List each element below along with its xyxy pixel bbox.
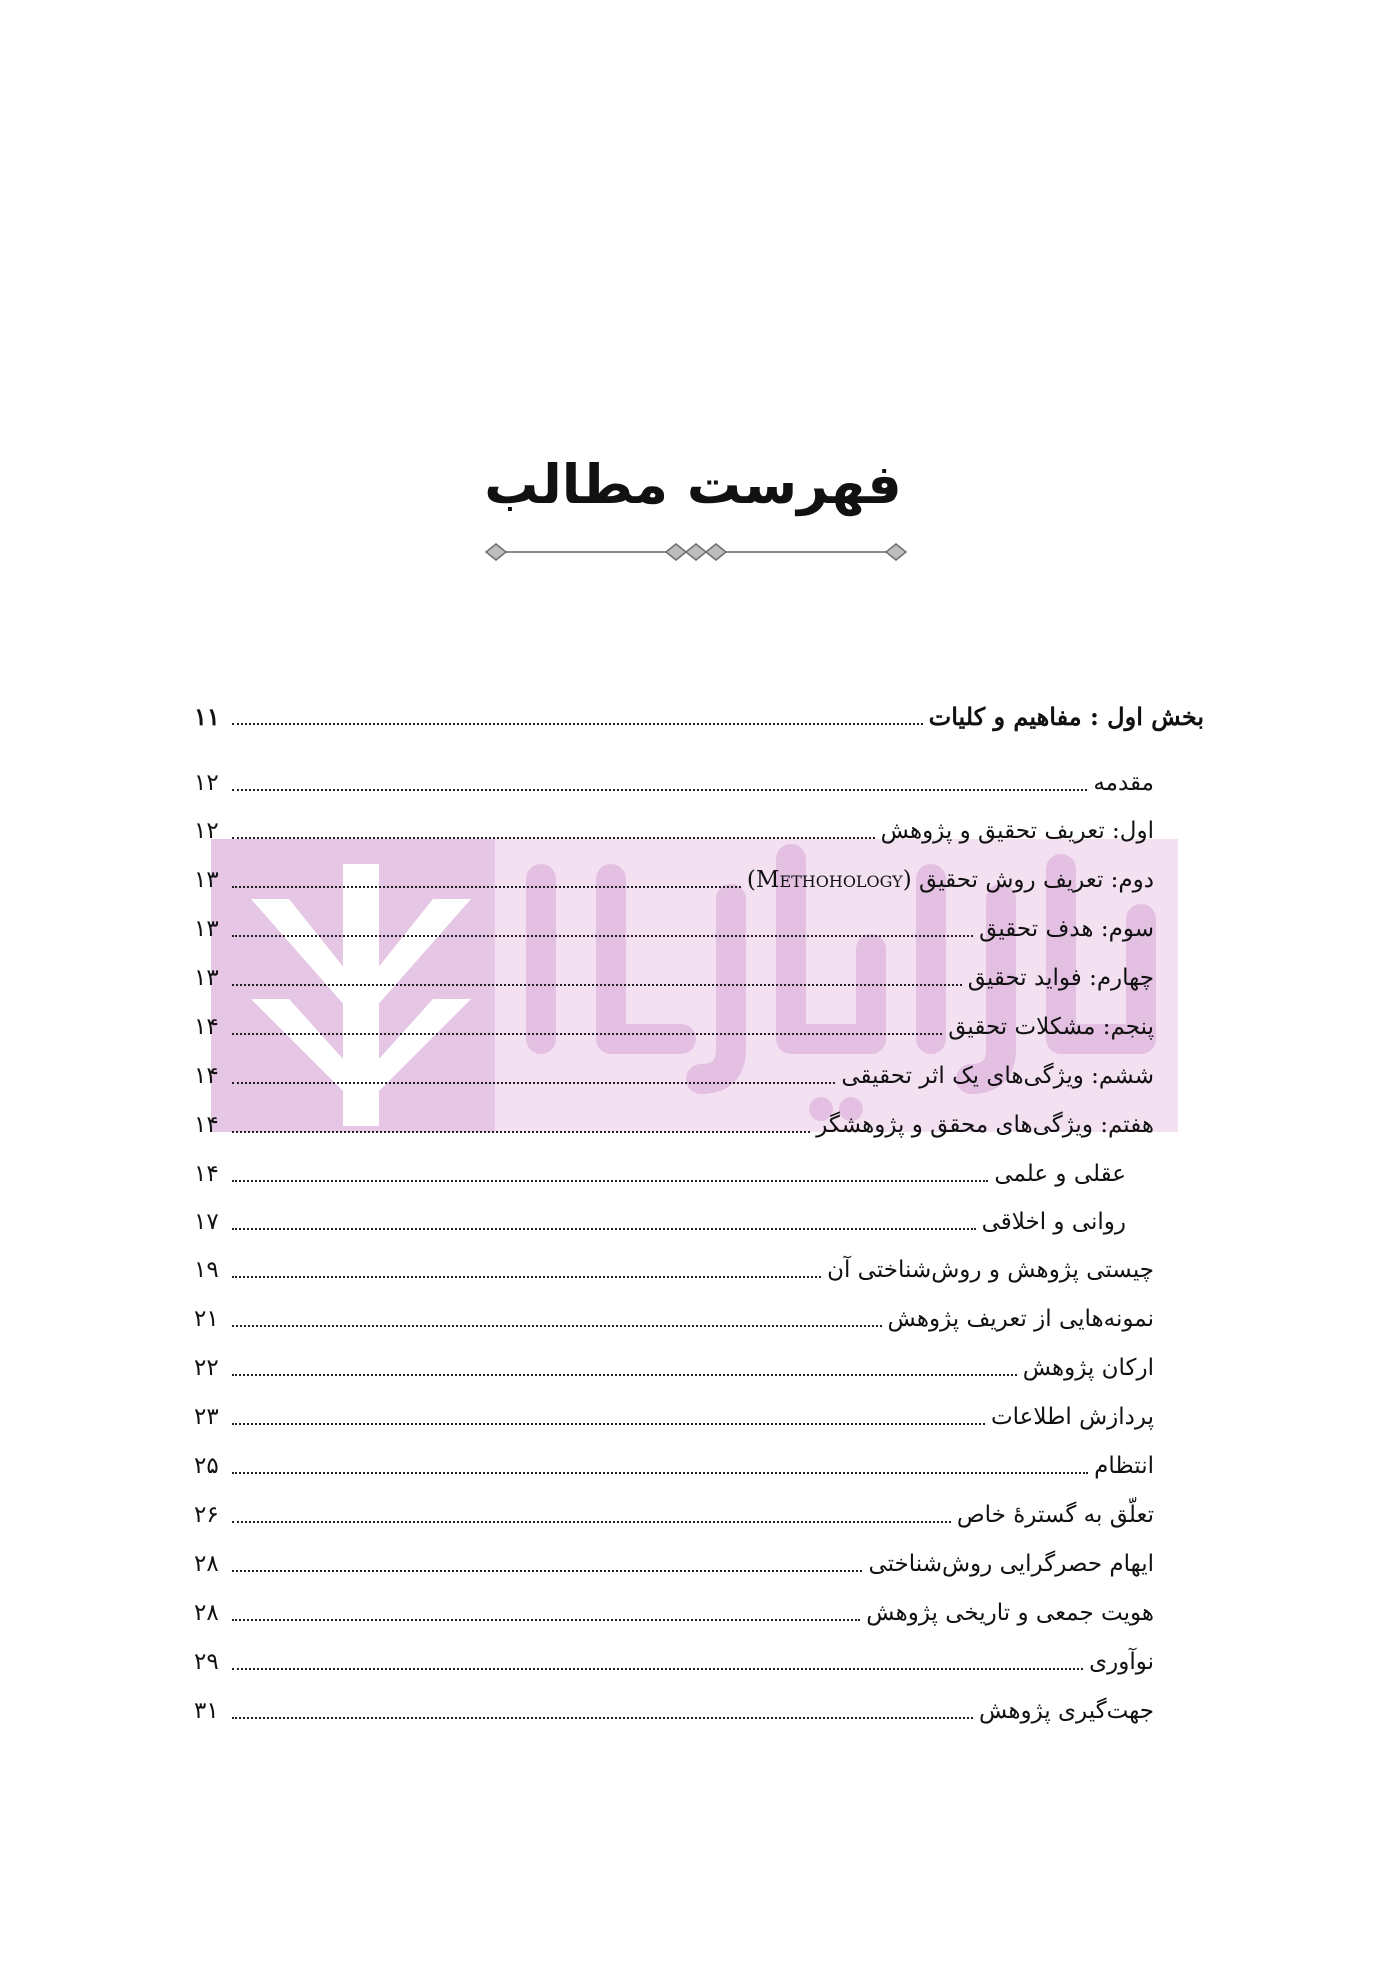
toc-entry-label: پردازش اطلاعات <box>990 1404 1154 1430</box>
toc-entry-label-end: ) <box>746 867 756 893</box>
toc-entry-page: ۱۴ <box>194 1063 219 1089</box>
toc-leader-dots <box>232 1598 860 1628</box>
toc-entry[interactable] <box>194 1197 1126 1237</box>
toc-entry[interactable] <box>194 758 1154 798</box>
toc-leader-dots <box>232 1012 942 1042</box>
toc-entry-label: تعلّق به گسترۀ خاص <box>956 1502 1154 1528</box>
toc-entry[interactable] <box>194 1686 1154 1726</box>
toc-leader-dots <box>232 1696 973 1726</box>
toc-entry-page: ۱۲ <box>194 818 219 844</box>
toc-leader-dots <box>232 768 1087 798</box>
toc-entry-page: ۲۲ <box>194 1355 219 1381</box>
toc-entry-page: ۱۴ <box>194 1112 219 1138</box>
toc-entry-page: ۲۸ <box>194 1551 219 1577</box>
toc-entry[interactable] <box>194 1588 1154 1628</box>
toc-entry-label: چهارم: فواید تحقیق <box>967 965 1154 991</box>
toc-leader-dots <box>232 1647 1083 1677</box>
toc-leader-dots <box>232 1451 1088 1481</box>
toc-entry[interactable] <box>194 1343 1154 1383</box>
toc-entry-label: ایهام حصرگرایی روش‌شناختی <box>868 1551 1154 1577</box>
toc-entry-label: هفتم: ویژگی‌های محقق و پژوهشگر <box>816 1112 1154 1138</box>
toc-entry[interactable] <box>194 1392 1154 1432</box>
toc-entry-label: سوم: هدف تحقیق <box>979 916 1154 942</box>
toc-leader-dots <box>232 865 741 895</box>
toc-leader-dots <box>232 1061 835 1091</box>
toc-entry-page: ۱۹ <box>194 1257 219 1283</box>
toc-entry-label: پنجم: مشکلات تحقیق <box>948 1014 1154 1040</box>
toc-entry[interactable] <box>194 1441 1154 1481</box>
toc-leader-dots <box>232 963 962 993</box>
toc-entry-page: ۱۴ <box>194 1014 219 1040</box>
toc-entry-page: ۲۶ <box>194 1502 219 1528</box>
toc-entry-label: اول: تعریف تحقیق و پژوهش <box>880 818 1154 844</box>
toc-entry-label: انتظام <box>1094 1453 1154 1479</box>
toc-entry[interactable] <box>194 1294 1154 1334</box>
toc-leader-dots <box>232 1549 862 1579</box>
toc-leader-dots <box>232 1353 1017 1383</box>
toc-entry-label: جهت‌گیری پژوهش <box>979 1698 1154 1724</box>
toc-entry-page: ۱۴ <box>194 1161 219 1187</box>
toc-section-page: ۱۱ <box>194 702 220 731</box>
toc-entry-label: ارکان پژوهش <box>1022 1355 1154 1381</box>
toc-entry[interactable] <box>194 1539 1154 1579</box>
toc-leader-dots <box>232 1255 821 1285</box>
toc-entry-page: ۱۲ <box>194 770 219 796</box>
toc-entry-page: ۳۱ <box>194 1698 219 1724</box>
toc-entry-page: ۱۳ <box>194 867 219 893</box>
toc-entry-page: ۲۵ <box>194 1453 219 1479</box>
toc-entry[interactable] <box>194 1100 1154 1140</box>
toc-entry-label: عقلی و علمی <box>994 1161 1126 1187</box>
toc-entry-label: ششم: ویژگی‌های یک اثر تحقیقی <box>841 1063 1154 1089</box>
toc-entry-page: ۱۷ <box>194 1209 219 1235</box>
toc-entry[interactable] <box>194 953 1154 993</box>
toc-entry[interactable] <box>194 855 1154 895</box>
toc-entry-label: مقدمه <box>1093 770 1154 796</box>
toc-leader-dots <box>232 702 923 732</box>
toc-entry-label: نمونه‌هایی از تعریف پژوهش <box>887 1306 1154 1332</box>
toc-entry[interactable] <box>194 1245 1154 1285</box>
toc-entry-page: ۲۹ <box>194 1649 219 1675</box>
toc-entry-page: ۱۳ <box>194 965 219 991</box>
toc-entry-page: ۲۱ <box>194 1306 219 1332</box>
toc-section-label: بخش اول : مفاهیم و کلیات <box>928 702 1204 731</box>
page-title: فهرست مطالب <box>484 453 902 516</box>
toc-entry[interactable] <box>194 1051 1154 1091</box>
toc-entry-label <box>741 865 1154 895</box>
toc-leader-dots <box>232 1110 810 1140</box>
toc-entry[interactable] <box>194 1490 1154 1530</box>
toc-entry-latin-term: Methohology <box>755 867 903 893</box>
toc-entry[interactable] <box>194 1149 1126 1189</box>
toc-entry-page: ۲۸ <box>194 1600 219 1626</box>
toc-entry[interactable] <box>194 806 1154 846</box>
toc-entry-label: روانی و اخلاقی <box>981 1209 1126 1235</box>
toc-entry-label: چیستی پژوهش و روش‌شناختی آن <box>827 1257 1154 1283</box>
toc-entry[interactable] <box>194 904 1154 944</box>
toc-section-heading[interactable] <box>194 692 1204 732</box>
toc-entry-page: ۲۳ <box>194 1404 219 1430</box>
toc-leader-dots <box>232 1159 988 1189</box>
toc-leader-dots <box>232 816 875 846</box>
toc-leader-dots <box>232 914 973 944</box>
toc-entry-label-start: دوم: تعریف روش تحقیق ( <box>902 867 1154 893</box>
toc-entry-label: هویت جمعی و تاریخی پژوهش <box>866 1600 1154 1626</box>
toc-leader-dots <box>232 1304 882 1334</box>
toc-entry[interactable] <box>194 1002 1154 1042</box>
toc-leader-dots <box>232 1402 985 1432</box>
toc-leader-dots <box>232 1207 976 1237</box>
toc-entry-label: نوآوری <box>1089 1649 1154 1675</box>
toc-entry-page: ۱۳ <box>194 916 219 942</box>
title-ornament <box>484 538 908 566</box>
toc-leader-dots <box>232 1500 951 1530</box>
toc-entry[interactable] <box>194 1637 1154 1677</box>
